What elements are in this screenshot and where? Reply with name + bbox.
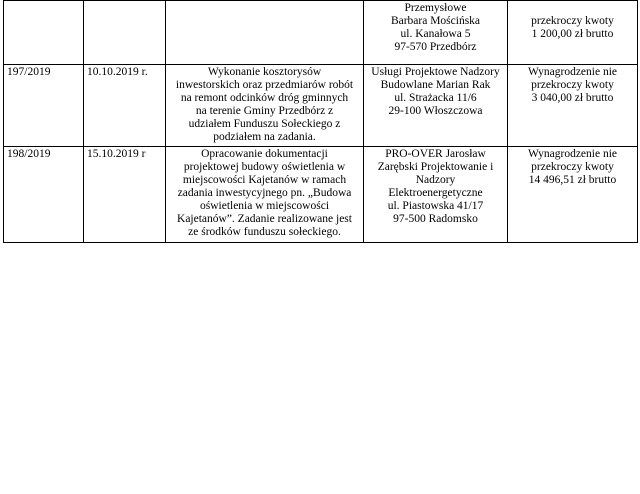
contractor-cell (364, 65, 508, 147)
description-line: inwestorskich oraz przedmiarów robót (175, 79, 354, 91)
value-line: Wynagrodzenie nie (527, 66, 618, 78)
contract-date-cell: 15.10.2019 r (84, 147, 166, 243)
description-line: na terenie Gminy Przedbórz z (195, 105, 334, 117)
value-line: 14 496,51 zł brutto (528, 174, 617, 186)
description-line: miejscowości Kajetanów w ramach (182, 174, 347, 186)
contract-date-cell: 10.10.2019 r. (84, 65, 166, 147)
contract-value-cell (508, 65, 638, 147)
contractor-line: Budowlane Marian Rak (380, 79, 491, 91)
contractor-line: ul. Strażacka 11/6 (394, 92, 477, 104)
contractor-cell (364, 147, 508, 243)
contracts-register-table (3, 0, 638, 243)
contract-description-cell (166, 147, 364, 243)
contractor-line: Przemysłowe (404, 2, 467, 14)
value-line: 3 040,00 zł brutto (531, 92, 614, 104)
description-line: Wykonanie kosztorysów (207, 66, 322, 78)
contract-number-cell: 198/2019 (4, 147, 84, 243)
contract-description-cell (166, 1, 364, 65)
contract-date-cell (84, 1, 166, 65)
value-line: Wynagrodzenie nie (527, 148, 618, 160)
description-line: udziałem Funduszu Sołeckiego z (188, 118, 341, 130)
value-line: przekroczy kwoty (531, 15, 614, 27)
value-line: przekroczy kwoty (531, 79, 614, 91)
description-line: zadania inwestycyjnego pn. „Budowa (177, 187, 352, 199)
table-row (4, 65, 638, 147)
contractor-line: Usługi Projektowe Nadzory (371, 66, 500, 78)
description-line: podziałem na zadania. (213, 131, 316, 143)
description-line: Kajetanów”. Zadanie realizowane jest (177, 213, 352, 225)
contract-value-cell (508, 147, 638, 243)
table-row (4, 147, 638, 243)
contractor-line: ul. Piastowska 41/17 (387, 200, 484, 212)
contract-value-cell (508, 1, 638, 65)
contractor-line: 97-570 Przedbórz (394, 41, 477, 53)
contractor-line: Elektroenergetyczne (388, 187, 483, 199)
contractor-cell (364, 1, 508, 65)
contractor-line: 29-100 Włoszczowa (388, 105, 483, 117)
value-line: 1 200,00 zł brutto (531, 28, 614, 40)
contractor-line: ul. Kanałowa 5 (400, 28, 471, 40)
description-line: oświetlenia w miejscowości (199, 200, 330, 212)
contractor-line: Zarębski Projektowanie i (377, 161, 494, 173)
contract-description-cell (166, 65, 364, 147)
value-line: przekroczy kwoty (531, 161, 614, 173)
contractor-line: Nadzory (415, 174, 456, 186)
contractor-line: PRO-OVER Jarosław (385, 148, 486, 160)
contract-number-cell: 197/2019 (4, 65, 84, 147)
contractor-line: Barbara Mościńska (390, 15, 481, 27)
table-row (4, 1, 638, 65)
description-line: na remont odcinków dróg gminnych (180, 92, 349, 104)
contract-number-cell (4, 1, 84, 65)
description-line: ze środków funduszu sołeckiego. (188, 226, 341, 238)
contractor-line: 97-500 Radomsko (393, 213, 478, 225)
description-line: projektowej budowy oświetlenia w (183, 161, 346, 173)
description-line: Opracowanie dokumentacji (201, 148, 328, 160)
